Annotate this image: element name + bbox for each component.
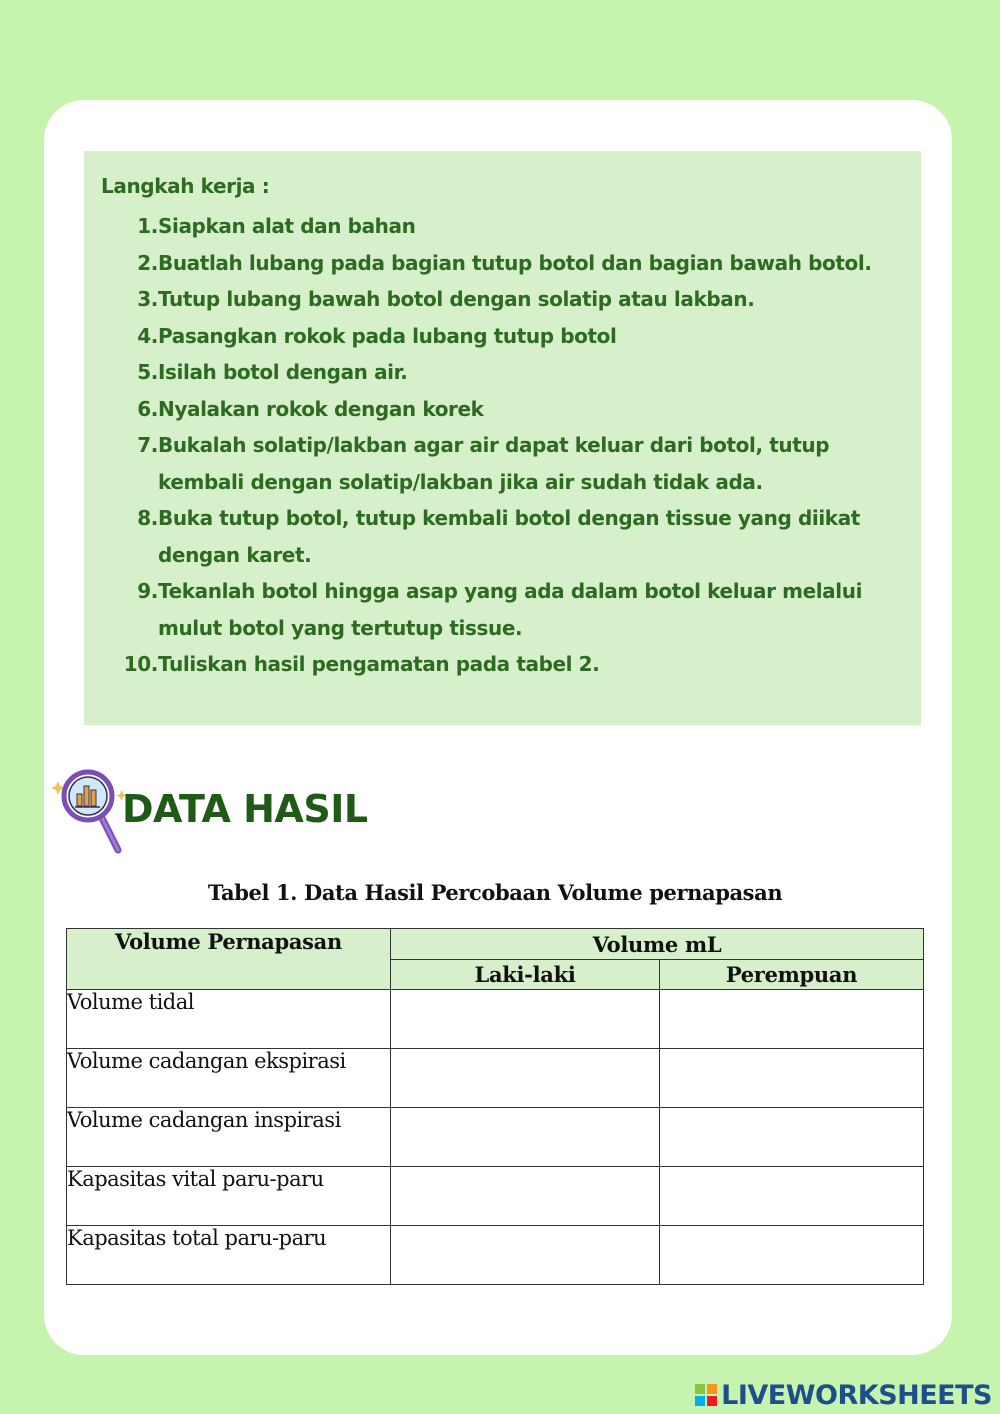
step-number: 3. [137, 287, 158, 311]
header-volume-ml: Volume mL [391, 929, 924, 960]
section-header [50, 766, 470, 858]
step-number: 7. [137, 433, 158, 457]
step-item [101, 318, 901, 355]
header-volume-pernapasan: Volume Pernapasan [67, 929, 391, 990]
cell-laki-laki[interactable] [391, 1167, 660, 1226]
header-laki-laki: Laki-laki [391, 960, 660, 990]
cell-perempuan[interactable] [660, 1167, 924, 1226]
step-item [101, 354, 901, 391]
row-label: Volume cadangan inspirasi [67, 1108, 391, 1167]
step-item [101, 391, 901, 428]
step-number: 1. [137, 214, 158, 238]
step-text: Buatlah lubang pada bagian tutup botol dan bagian bawah botol. [158, 250, 872, 275]
step-item [101, 573, 901, 646]
step-item [101, 245, 901, 282]
row-label: Volume cadangan ekspirasi [67, 1049, 391, 1108]
step-text: Tekanlah botol hingga asap yang ada dalam botol keluar melalui mulut botol yang tertutup tissue. [158, 579, 863, 640]
step-item [101, 646, 901, 683]
step-text: Pasangkan rokok pada lubang tutup botol [158, 323, 617, 348]
cell-perempuan[interactable] [660, 1049, 924, 1108]
table-row [67, 990, 924, 1049]
row-label: Volume tidal [67, 990, 391, 1049]
cell-laki-laki[interactable] [391, 1108, 660, 1167]
step-text: Isilah botol dengan air. [158, 360, 408, 384]
step-number: 5. [137, 360, 158, 384]
section-title: DATA HASIL [122, 787, 368, 831]
cell-laki-laki[interactable] [391, 990, 660, 1049]
cell-perempuan[interactable] [660, 990, 924, 1049]
step-number: 10. [123, 652, 158, 676]
magnifier-chart-icon [50, 766, 130, 858]
liveworksheets-logo-icon [695, 1384, 717, 1406]
step-item [101, 208, 901, 245]
liveworksheets-brand[interactable] [695, 1378, 992, 1412]
table-header-row [67, 929, 924, 960]
row-label: Kapasitas total paru-paru [67, 1226, 391, 1285]
step-number: 6. [137, 396, 158, 421]
table-row [67, 1049, 924, 1108]
step-text: Tuliskan hasil pengamatan pada tabel 2. [158, 652, 600, 676]
step-item [101, 500, 901, 573]
header-perempuan: Perempuan [660, 960, 924, 990]
cell-perempuan[interactable] [660, 1108, 924, 1167]
step-text: Nyalakan rokok dengan korek [158, 396, 484, 421]
table-row [67, 1226, 924, 1285]
step-text: Siapkan alat dan bahan [158, 214, 416, 238]
step-item [101, 427, 901, 500]
table-caption: Tabel 1. Data Hasil Percobaan Volume pernapasan [207, 880, 783, 905]
cell-perempuan[interactable] [660, 1226, 924, 1285]
steps-title: Langkah kerja : [101, 174, 270, 198]
step-number: 9. [137, 579, 158, 603]
row-label: Kapasitas vital paru-paru [67, 1167, 391, 1226]
steps-list [101, 208, 901, 683]
step-text: Buka tutup botol, tutup kembali botol dengan tissue yang diikat dengan karet. [158, 506, 860, 567]
steps-box [84, 151, 921, 725]
cell-laki-laki[interactable] [391, 1226, 660, 1285]
step-text: Tutup lubang bawah botol dengan solatip atau lakban. [158, 287, 755, 311]
step-number: 2. [137, 250, 158, 275]
cell-laki-laki[interactable] [391, 1049, 660, 1108]
table-row [67, 1108, 924, 1167]
table-row [67, 1167, 924, 1226]
data-table [66, 928, 924, 1285]
step-text: Bukalah solatip/lakban agar air dapat keluar dari botol, tutup kembali dengan solatip/lakban jika air sudah tidak ada. [158, 433, 830, 494]
step-item [101, 281, 901, 318]
step-number: 4. [137, 323, 158, 348]
brand-name: LIVEWORKSHEETS [721, 1379, 992, 1411]
step-number: 8. [137, 506, 158, 530]
